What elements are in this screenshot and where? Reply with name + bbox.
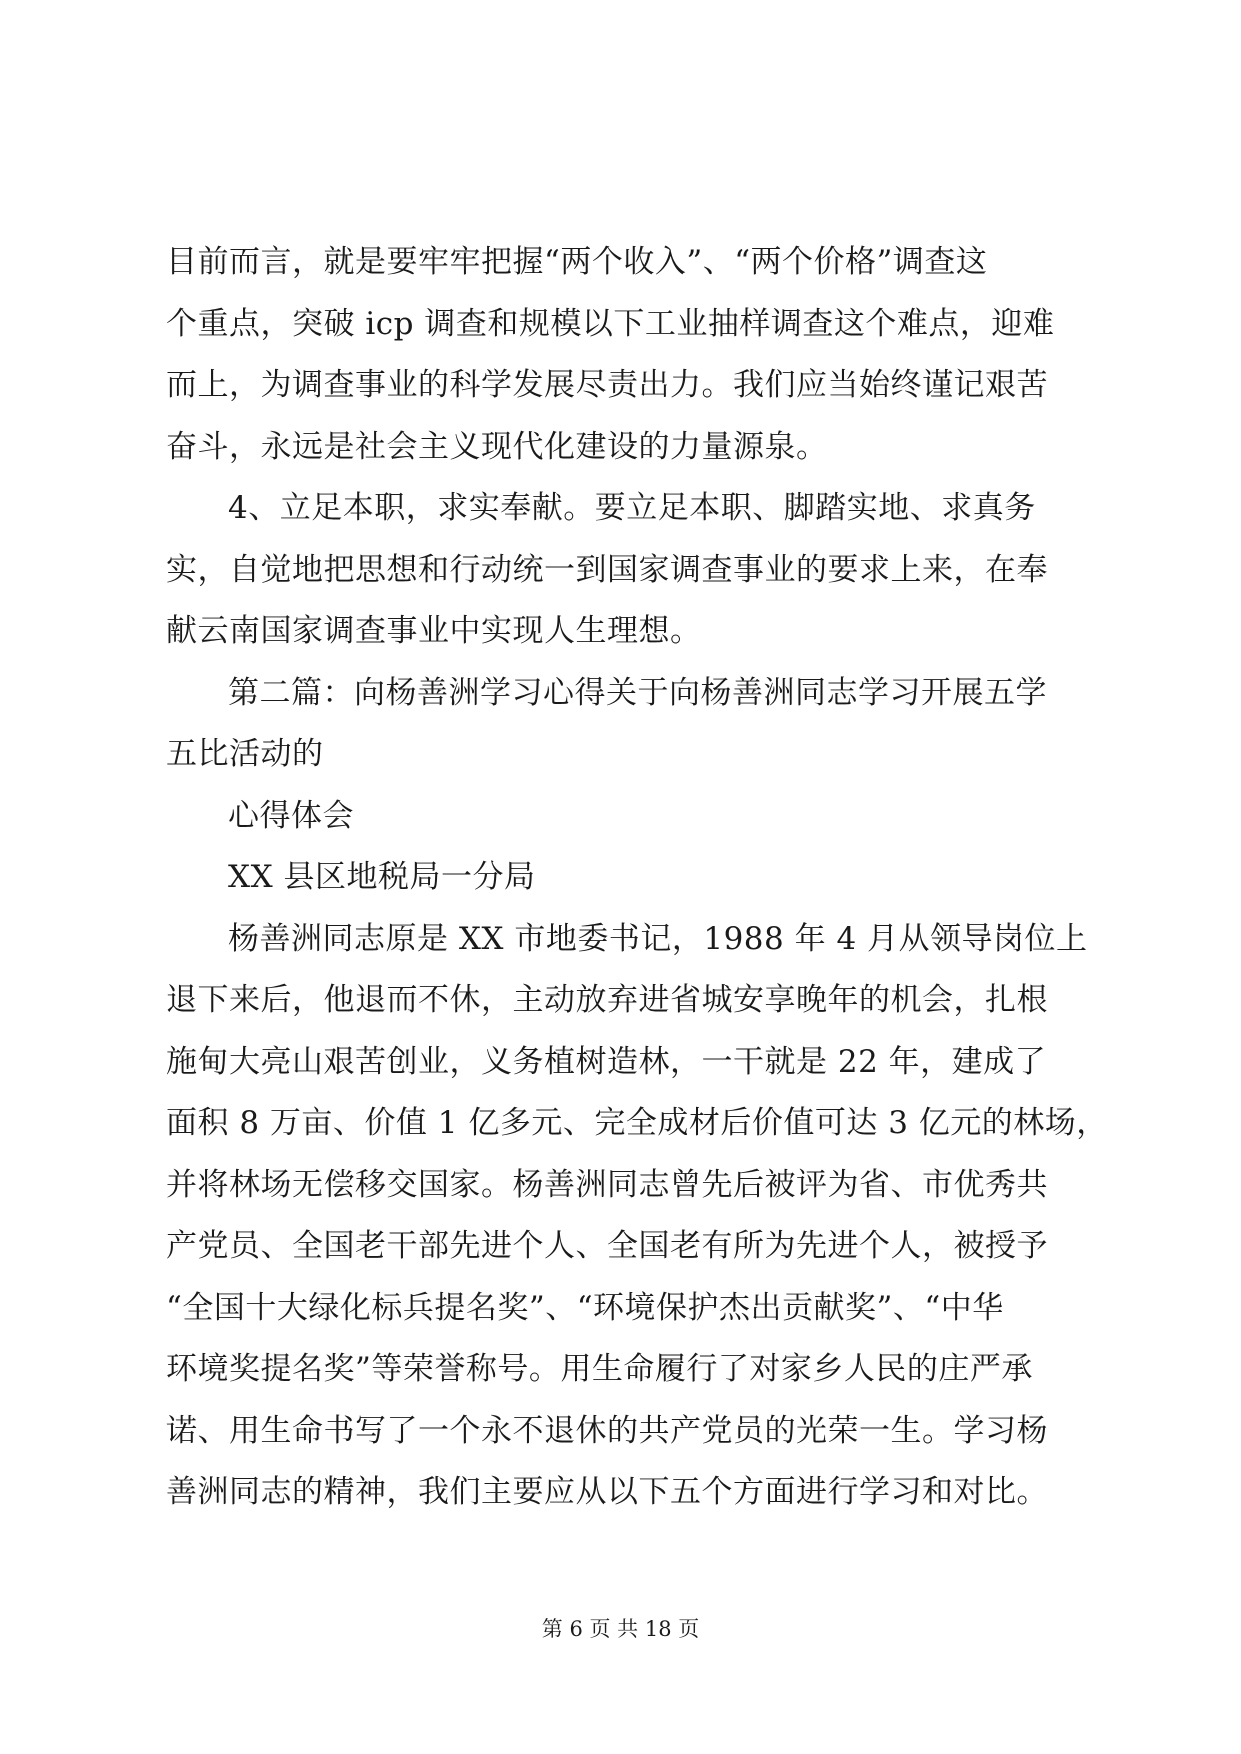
text-line: 献云南国家调查事业中实现人生理想。 bbox=[166, 613, 702, 649]
text-line: 产党员、全国老干部先进个人、全国老有所为先进个人，被授予 bbox=[166, 1228, 1048, 1264]
text-line: 善洲同志的精神，我们主要应从以下五个方面进行学习和对比。 bbox=[166, 1474, 1048, 1510]
page-number: 第 6 页 共 18 页 bbox=[541, 1617, 700, 1641]
text-line: 目前而言，就是要牢牢把握“两个收入”、“两个价格”调查这 bbox=[166, 244, 988, 280]
text-line: 杨善洲同志原是 XX 市地委书记，1988 年 4 月从领导岗位上 bbox=[228, 920, 1088, 957]
author-line: XX 县区地税局一分局 bbox=[228, 859, 536, 895]
text-line: 诺、用生命书写了一个永不退休的共产党员的光荣一生。学习杨 bbox=[166, 1412, 1048, 1449]
section-heading-line: 五比活动的 bbox=[166, 736, 324, 772]
subtitle-line: 心得体会 bbox=[228, 797, 354, 834]
text-line: 环境奖提名奖”等荣誉称号。用生命履行了对家乡人民的庄严承 bbox=[166, 1351, 1033, 1387]
text-line: 面积 8 万亩、价值 1 亿多元、完全成材后价值可达 3 亿元的林场， bbox=[166, 1105, 1108, 1141]
page-footer bbox=[0, 1613, 1241, 1643]
text-line: 实，自觉地把思想和行动统一到国家调查事业的要求上来，在奉 bbox=[166, 551, 1048, 588]
text-line: 个重点，突破 icp 调查和规模以下工业抽样调查这个难点，迎难 bbox=[166, 305, 1055, 342]
text-line: 退下来后，他退而不休，主动放弃进省城安享晚年的机会，扎根 bbox=[166, 982, 1048, 1018]
text-line: “全国十大绿化标兵提名奖”、“环境保护杰出贡献奖”、“中华 bbox=[166, 1289, 1004, 1326]
text-line: 而上，为调查事业的科学发展尽责出力。我们应当始终谨记艰苦 bbox=[166, 367, 1048, 403]
body-text bbox=[166, 232, 1108, 1524]
text-line: 施甸大亮山艰苦创业，义务植树造林，一干就是 22 年，建成了 bbox=[166, 1043, 1047, 1080]
text-line: 4、立足本职，求实奉献。要立足本职、脚踏实地、求真务 bbox=[228, 490, 1036, 526]
text-line: 并将林场无偿移交国家。杨善洲同志曾先后被评为省、市优秀共 bbox=[166, 1166, 1048, 1203]
section-heading-line: 第二篇：向杨善洲学习心得关于向杨善洲同志学习开展五学 bbox=[228, 674, 1047, 711]
text-line: 奋斗，永远是社会主义现代化建设的力量源泉。 bbox=[166, 428, 828, 465]
